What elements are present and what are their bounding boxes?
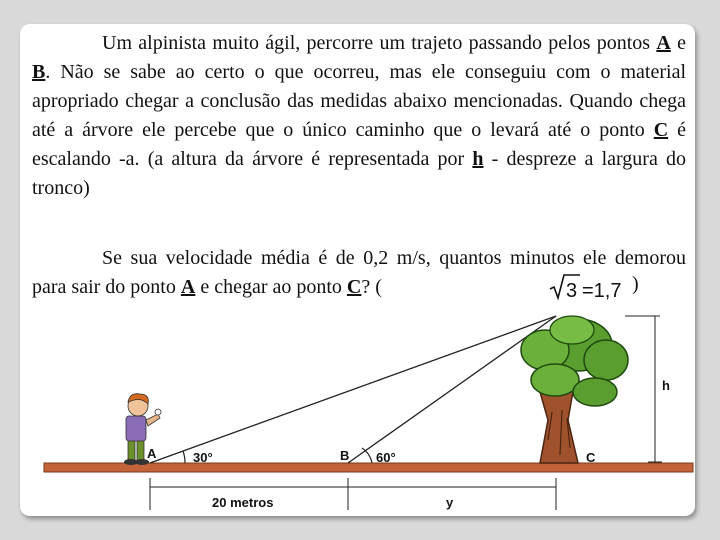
point-c-ref: C <box>346 276 362 298</box>
text-segment: Se sua velocidade média é de 0,2 m/s, quantos minutos ele demorou para sair do ponto <box>32 247 686 298</box>
point-a-ref: A <box>180 276 196 298</box>
label-point-c: C <box>586 450 596 465</box>
text-segment: e <box>670 32 686 54</box>
label-point-b: B <box>340 448 350 463</box>
text-segment: . Não se sabe ao certo o que ocorreu, mas ele conseguiu com o material apropriado chegar a conclusão das medidas abaixo mencionadas. Quando chega até a árvore ele percebe que o único caminho que o levará até o ponto <box>32 61 686 141</box>
label-distance-bc: y <box>446 495 454 510</box>
text-segment: e chegar ao ponto <box>195 276 347 298</box>
point-a-ref: A <box>656 32 671 54</box>
closing-paren: ) <box>632 273 639 295</box>
line-a-to-c <box>150 316 556 463</box>
sqrt-radicand: 3 <box>566 280 578 302</box>
text-segment: é escalando -a. (a altura da árvore é representada por <box>32 119 686 170</box>
text-segment: Um alpinista muito ágil, percorre um trajeto passando pelos pontos <box>102 32 657 54</box>
label-height: h <box>662 378 670 393</box>
sqrt-value: =1,7 <box>582 280 622 302</box>
label-angle-a: 30° <box>193 450 213 465</box>
text-segment: - despreze a largura do tronco) <box>32 148 687 199</box>
text-segment: ? ( <box>361 276 382 298</box>
point-b-ref: B <box>32 61 46 83</box>
tree-icon <box>521 316 628 463</box>
label-point-a: A <box>147 446 157 461</box>
label-angle-b: 60° <box>376 450 396 465</box>
angle-arc-a <box>183 451 185 463</box>
height-ref: h <box>472 148 484 170</box>
label-distance-ab: 20 metros <box>212 495 274 510</box>
point-c-ref: C <box>653 119 669 141</box>
